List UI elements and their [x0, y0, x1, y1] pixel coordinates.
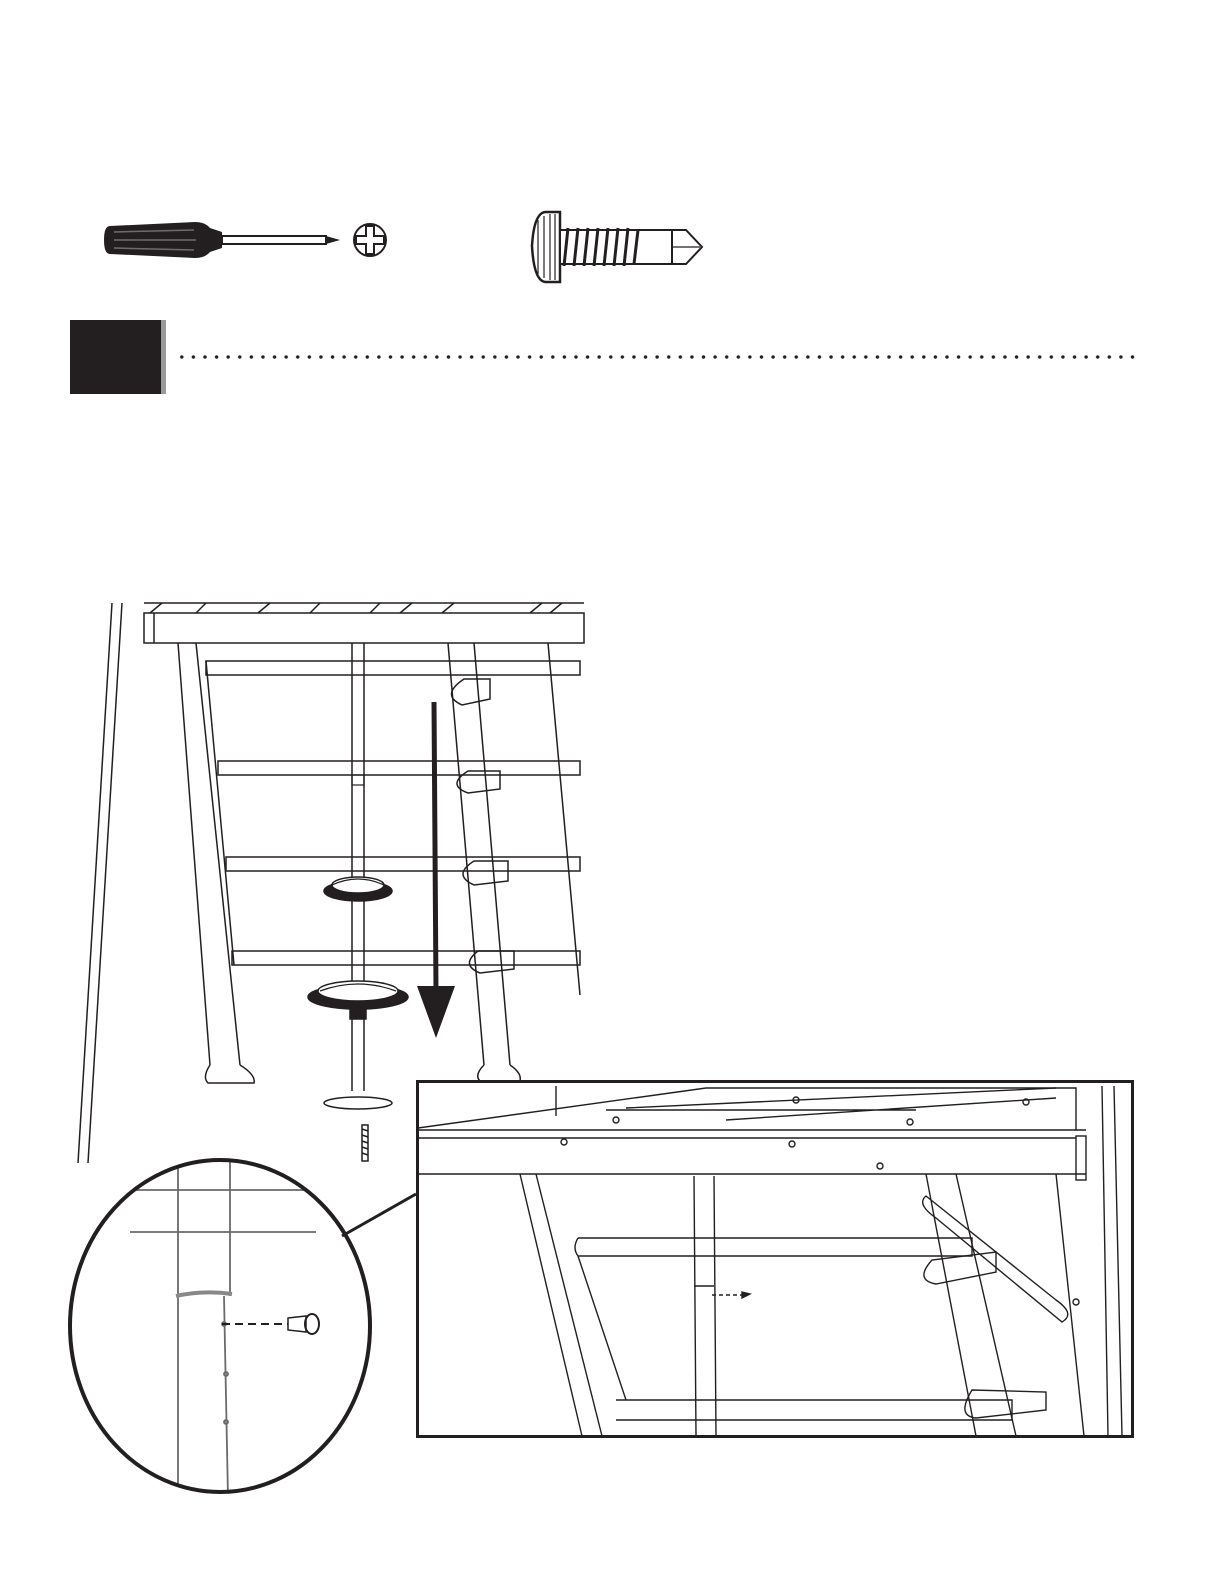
detail-box-illustration [416, 1080, 1134, 1438]
step-number [70, 320, 161, 394]
step-number-block [70, 320, 166, 394]
screwdriver-icon [100, 212, 390, 268]
dotted-rule [176, 354, 1141, 360]
callout-connector [340, 1190, 420, 1240]
screw-icon [524, 206, 709, 288]
down-arrow-icon [415, 702, 457, 1042]
zoom-detail-circle [66, 1156, 378, 1498]
